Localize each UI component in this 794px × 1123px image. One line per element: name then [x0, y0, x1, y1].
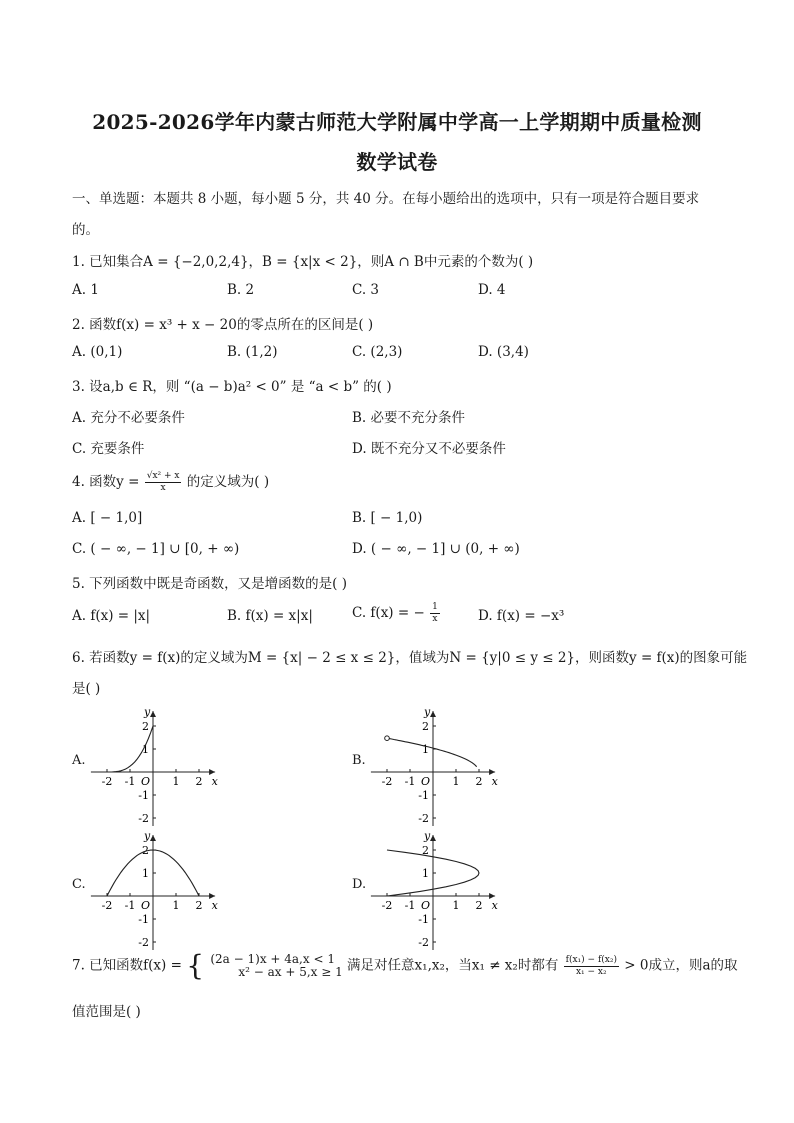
origin-label: O	[140, 775, 150, 788]
y-axis-label: y	[144, 705, 151, 719]
y-tick-label: 2	[142, 844, 149, 857]
question-1-option-c[interactable]: C. 3	[352, 282, 380, 298]
x-tick-label: -1	[124, 899, 136, 912]
y-axis-arrow	[150, 711, 156, 717]
question-6-stem: 6. 若函数y = f(x)的定义域为M = {x| − 2 ≤ x ≤ 2}，值域为N = {y|0 ≤ y ≤ 2}，则函数y = f(x)的图象可能	[72, 650, 748, 666]
origin-label: O	[420, 775, 430, 788]
y-axis-arrow	[430, 835, 436, 841]
y-tick-label: -2	[418, 812, 429, 825]
graph-b	[368, 698, 508, 826]
piecewise-case-2: x² − ax + 5,x ≥ 1	[238, 965, 343, 979]
question-1-stem: 1. 已知集合A = {−2,0,2,4}，B = {x|x < 2}，则A ∩ B中元素的个数为( )	[72, 254, 534, 270]
x-tick-label: 2	[195, 775, 203, 788]
question-4-stem-suffix: 的定义域为( )	[186, 474, 270, 490]
question-4-fraction-num: √x² + x	[146, 471, 180, 481]
exam-subtitle: 数学试卷	[356, 150, 438, 174]
question-4-stem-prefix: 4. 函数y =	[72, 474, 140, 490]
question-5-option-c-den: x	[432, 614, 438, 624]
y-tick-label: 2	[142, 720, 149, 733]
y-tick-label: -2	[418, 936, 429, 949]
question-7-fraction-num: f(x₁) − f(x₂)	[565, 954, 617, 965]
question-7-stem	[72, 949, 738, 982]
graph-b-label[interactable]: B.	[352, 753, 366, 768]
piecewise-case-1: (2a − 1)x + 4a,x < 1	[210, 952, 335, 966]
y-tick-label: -1	[138, 913, 149, 926]
question-4-option-c[interactable]: C. ( − ∞, − 1] ∪ [0, + ∞)	[72, 541, 240, 557]
question-5-option-c-fraction	[430, 602, 440, 625]
piecewise-cases	[210, 953, 342, 979]
question-2-option-a[interactable]: A. (0,1)	[72, 344, 123, 360]
question-5-option-b[interactable]: B. f(x) = x|x|	[227, 608, 313, 624]
question-5-option-a[interactable]: A. f(x) = |x|	[72, 608, 151, 624]
question-3-stem: 3. 设a,b ∈ R，则 “(a − b)a² < 0” 是 “a < b” 的( )	[72, 379, 392, 395]
question-3-option-d[interactable]: D. 既不充分又不必要条件	[352, 441, 506, 457]
graph-c	[88, 822, 228, 950]
question-7-stem-cont: 值范围是( )	[72, 1004, 141, 1020]
question-5-stem: 5. 下列函数中既是奇函数，又是增函数的是( )	[72, 576, 347, 592]
question-2-option-d[interactable]: D. (3,4)	[478, 344, 529, 360]
x-tick-label: 2	[475, 899, 483, 912]
question-2-option-b[interactable]: B. (1,2)	[227, 344, 278, 360]
graph-d	[368, 822, 508, 950]
question-4-stem	[72, 470, 269, 494]
y-tick-label: -2	[138, 812, 149, 825]
x-tick-label: -2	[101, 775, 113, 788]
y-tick-label: -1	[138, 789, 149, 802]
y-axis-label: y	[144, 829, 151, 843]
question-4-option-a[interactable]: A. [ − 1,0]	[72, 510, 143, 526]
question-2-stem: 2. 函数f(x) = x³ + x − 20的零点所在的区间是( )	[72, 317, 374, 333]
question-5-option-c[interactable]	[352, 602, 441, 625]
x-tick-label: -2	[381, 899, 393, 912]
question-1-option-d[interactable]: D. 4	[478, 282, 506, 298]
x-tick-label: -1	[124, 775, 136, 788]
question-7-fraction-den: x₁ − x₂	[575, 966, 607, 977]
question-3-option-c[interactable]: C. 充要条件	[72, 441, 145, 457]
y-tick-label: 1	[422, 867, 429, 880]
x-axis-label: x	[491, 775, 498, 788]
question-5-option-c-num: 1	[432, 602, 438, 612]
x-tick-label: -2	[101, 899, 113, 912]
x-tick-label: -1	[404, 899, 416, 912]
y-axis-label: y	[424, 705, 431, 719]
question-7-stem-prefix: 7. 已知函数f(x) =	[72, 957, 182, 974]
y-tick-label: 2	[422, 720, 429, 733]
question-3-option-a[interactable]: A. 充分不必要条件	[72, 410, 185, 426]
question-4-option-d[interactable]: D. ( − ∞, − 1] ∪ (0, + ∞)	[352, 541, 520, 557]
x-axis-label: x	[491, 899, 498, 912]
x-tick-label: 1	[452, 899, 460, 912]
x-axis-label: x	[211, 899, 218, 912]
question-3-option-b[interactable]: B. 必要不充分条件	[352, 410, 466, 426]
y-tick-label: -1	[418, 913, 429, 926]
origin-label: O	[420, 899, 430, 912]
x-tick-label: -2	[381, 775, 393, 788]
question-6-stem-cont: 是( )	[72, 681, 101, 697]
graph-b-open-point	[385, 736, 390, 741]
x-tick-label: 1	[452, 775, 460, 788]
graph-d-label[interactable]: D.	[352, 877, 367, 892]
question-7-fraction	[564, 955, 619, 978]
graph-b-curve	[387, 738, 477, 767]
question-4-fraction	[145, 471, 182, 494]
graph-a	[88, 698, 228, 826]
y-tick-label: 1	[142, 743, 149, 756]
question-7-stem-suffix: > 0成立，则a的取	[624, 957, 738, 974]
question-5-option-c-label: C. f(x) = −	[352, 605, 425, 621]
x-tick-label: 1	[172, 899, 180, 912]
section-instructions-cont: 的。	[72, 222, 99, 238]
x-tick-label: 1	[172, 775, 180, 788]
y-tick-label: -2	[138, 936, 149, 949]
x-tick-label: 2	[195, 899, 203, 912]
question-1-option-a[interactable]: A. 1	[72, 282, 99, 298]
y-tick-label: -1	[418, 789, 429, 802]
question-5-option-d[interactable]: D. f(x) = −x³	[478, 608, 565, 624]
y-tick-label: 2	[422, 844, 429, 857]
y-tick-label: 1	[142, 867, 149, 880]
exam-title: 2025-2026学年内蒙古师范大学附属中学高一上学期期中质量检测	[92, 110, 702, 134]
x-tick-label: 2	[475, 775, 483, 788]
y-axis-label: y	[424, 829, 431, 843]
x-tick-label: -1	[404, 775, 416, 788]
origin-label: O	[140, 899, 150, 912]
x-axis-label: x	[211, 775, 218, 788]
y-tick-label: 1	[422, 743, 429, 756]
question-4-fraction-den: x	[160, 483, 166, 493]
question-1-option-b[interactable]: B. 2	[227, 282, 255, 298]
piecewise-brace: {	[186, 949, 205, 982]
question-2-option-c[interactable]: C. (2,3)	[352, 344, 403, 360]
y-axis-arrow	[430, 711, 436, 717]
section-instructions: 一、单选题：本题共 8 小题，每小题 5 分，共 40 分。在每小题给出的选项中，只有一项是符合题目要求	[72, 191, 700, 207]
question-4-option-b[interactable]: B. [ − 1,0)	[352, 510, 423, 526]
question-7-stem-mid: 满足对任意x₁,x₂，当x₁ ≠ x₂时都有	[347, 957, 559, 974]
graph-a-label[interactable]: A.	[72, 753, 86, 768]
graph-c-label[interactable]: C.	[72, 877, 86, 892]
y-axis-arrow	[150, 835, 156, 841]
